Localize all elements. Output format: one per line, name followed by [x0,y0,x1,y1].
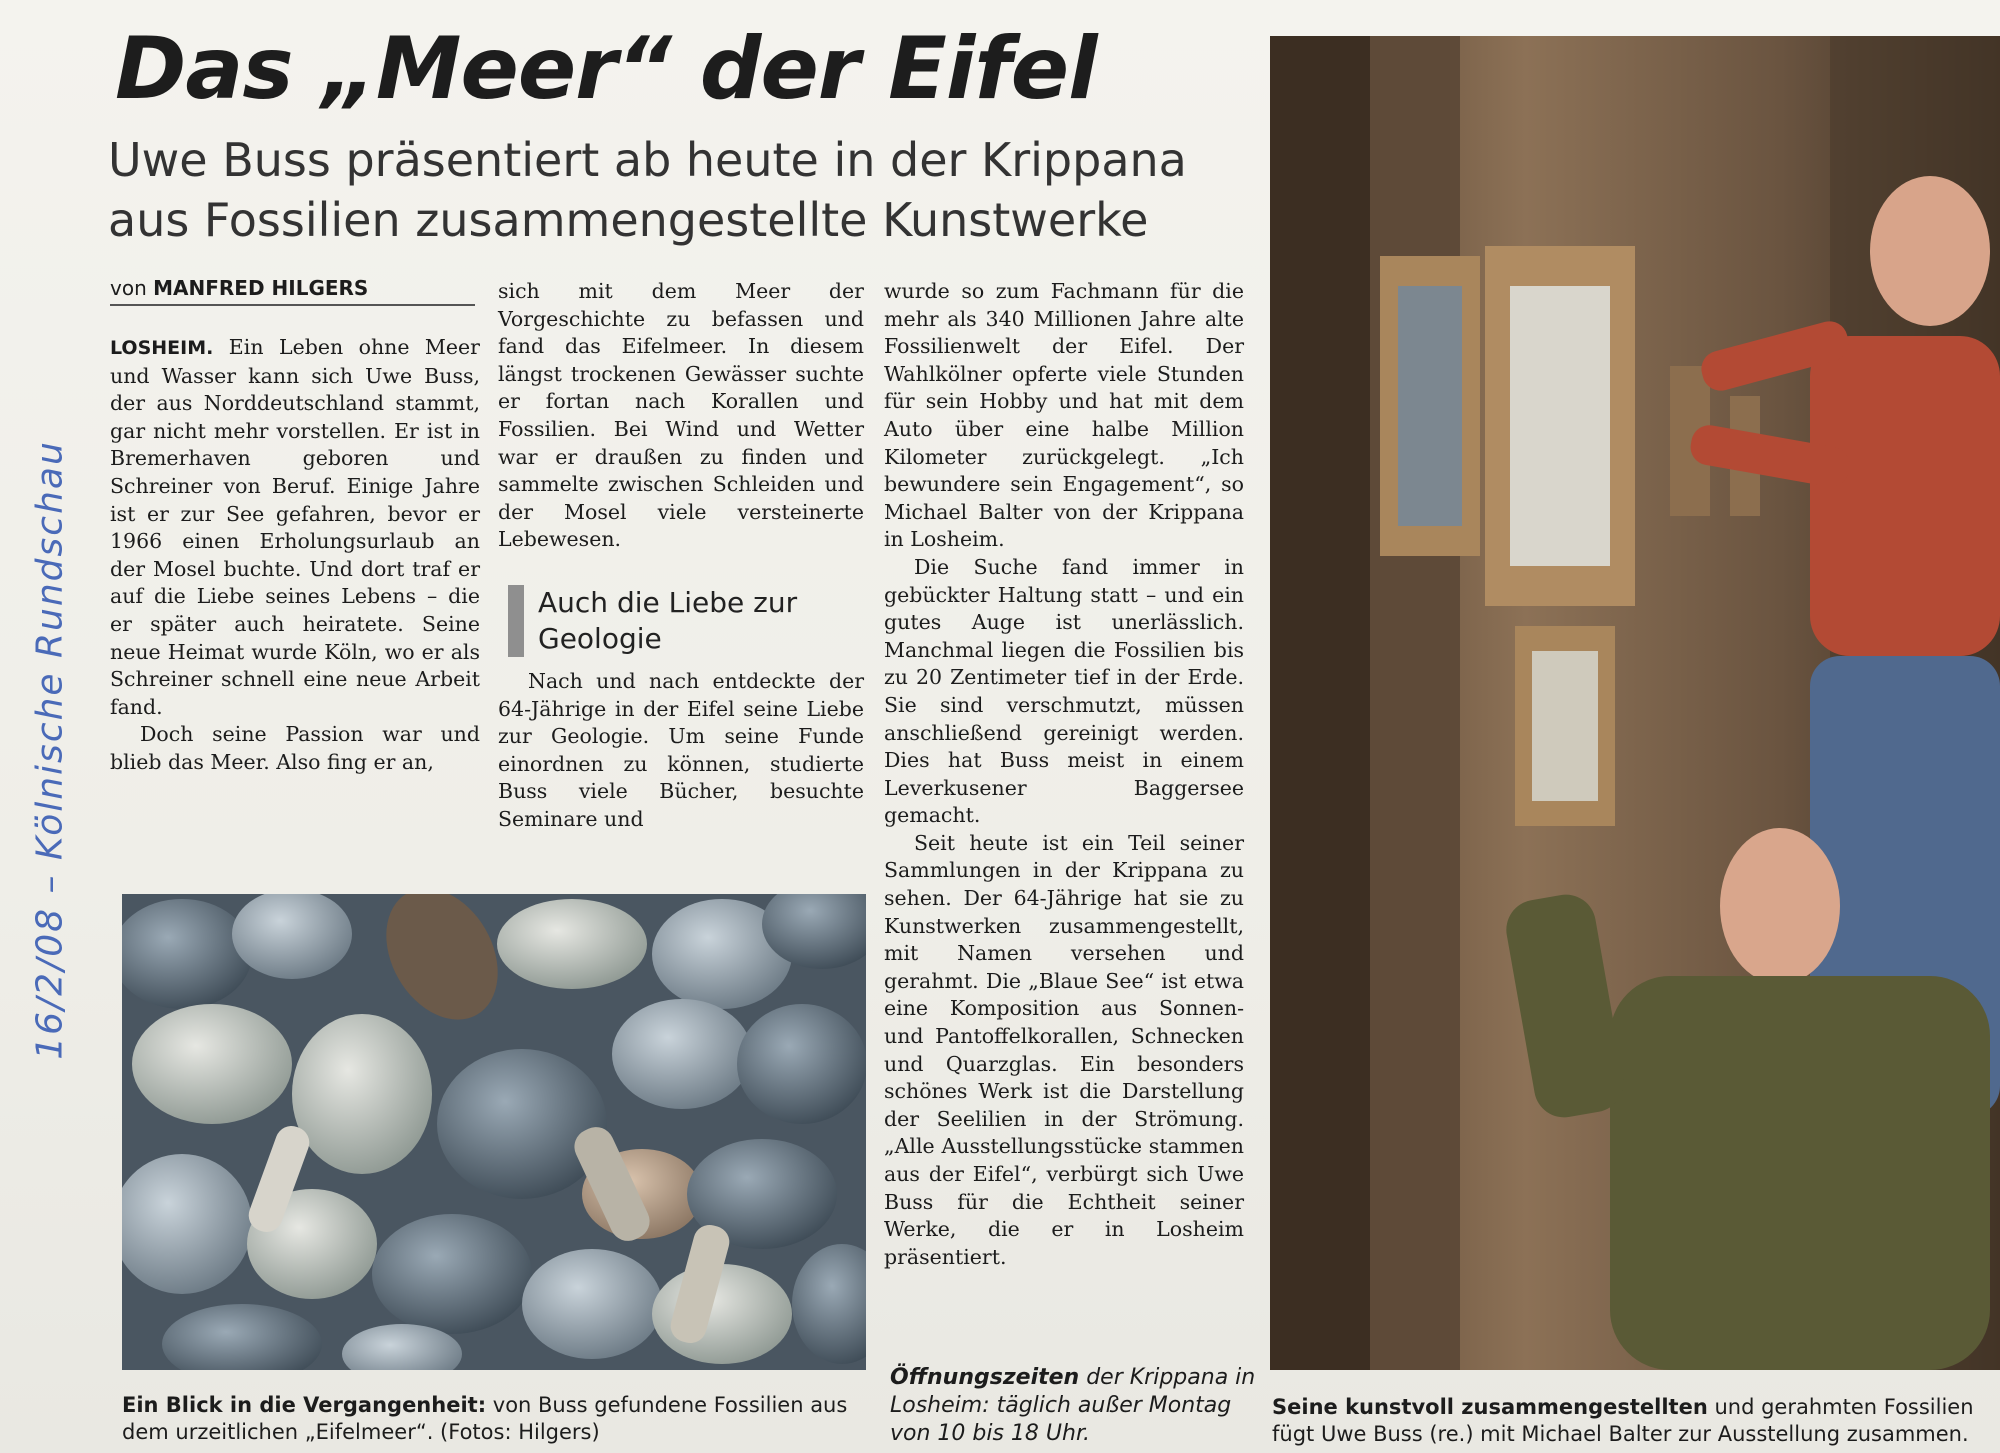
fossils-photo-illustration [122,894,866,1370]
paragraph: Doch seine Passion war und blieb das Meer. Also fing er an, [110,722,480,774]
caption-bold: Öffnungszeiten [890,1365,1080,1390]
article-column-3 [884,278,1244,1271]
caption-opening-hours [890,1364,1260,1448]
article-column-2 [498,278,864,554]
fossils-photo [122,894,866,1370]
paragraph [110,334,480,721]
subheadline-line-2: aus Fossilien zusammengestellte Kunstwerke [108,193,1149,247]
exhibition-photo [1270,36,2000,1370]
paragraph: Die Suche fand immer in gebückter Haltung statt – und ein gutes Auge ist unerlässlich. Manchmal liegen die Fossilien bis zu 20 Zentimeter tief in der Erde. Sie sind verschmutzt, müssen anschließend gereinigt werden. Dies hat Buss meist in einem Leverkusener Baggersee gemacht. [884,554,1244,828]
paragraph: wurde so zum Fachmann für die mehr als 340 Millionen Jahre alte Fossilienwelt der Eifel. Der Wahlkölner opferte viele Stunden für sein Hobby und hat mit dem Auto über eine halbe Million Kilometer zurückgelegt. „Ich bewundere sein Engagement“, so Michael Balter von der Krippana in Losheim. [884,279,1244,552]
byline [110,276,475,306]
caption-text: der Krippana in Losheim: täglich außer Montag von 10 bis 18 Uhr. [890,1365,1256,1446]
handwritten-note-text: 16/2/08 – Kölnische Rundschau [29,440,71,1060]
dateline: LOSHEIM. [110,337,214,359]
byline-prefix: von [110,276,154,300]
caption-text: von Buss gefundene Fossilien aus dem urzeitlichen „Eifelmeer“. (Fotos: Hilgers) [122,1393,848,1444]
caption-bold: Seine kunstvoll zusammengestellten [1272,1395,1708,1419]
paragraph: Nach und nach entdeckte der 64-Jährige in der Eifel seine Liebe zur Geologie. Um seine Funde einordnen zu können, studierte Buss viele Bücher, besuchte Seminare und [498,669,864,831]
section-subtitle: Auch die Liebe zur Geologie [508,585,888,657]
exhibition-photo-illustration [1270,36,2000,1370]
headline: Das „Meer“ der Eifel [115,19,1097,119]
caption-bold: Ein Blick in die Vergangenheit: [122,1393,487,1417]
caption-text: und gerahmten Fossilien fügt Uwe Buss (re.) mit Michael Balter zur Ausstellung zusammen. [1272,1395,1974,1446]
paragraph: Seit heute ist ein Teil seiner Sammlungen in der Krippana zu sehen. Der 64-Jährige hat sie zu Kunstwerken zusammengestellt, mit Namen versehen und gerahmt. Die „Blaue See“ ist etwa eine Komposition aus Sonnen- und Pantoffelkorallen, Schnecken und Quarzglas. Ein besonders schönes Werk ist die Darstellung der Seelilien in der Strömung. „Alle Ausstellungsstücke stammen aus der Eifel“, verbürgt sich Uwe Buss für die Echtheit seiner Werke, die er in Losheim präsentiert. [884,830,1244,1269]
handwritten-note [10,440,90,1060]
article-column-1 [110,334,480,777]
byline-author: MANFRED HILGERS [153,276,369,300]
subheadline [108,130,1238,250]
article-column-2-continued [498,668,864,834]
caption-exhibition [1272,1394,2000,1448]
paragraph: sich mit dem Meer der Vorgeschichte zu befassen und fand das Eifelmeer. In diesem längst trockenen Gewässer suchte er fortan nach Korallen und Fossilien. Bei Wind und Wetter war er draußen zu finden und sammelte zwischen Schleiden und der Mosel viele versteinerte Lebewesen. [498,279,864,552]
paragraph-text: Ein Leben ohne Meer und Wasser kann sich Uwe Buss, der aus Norddeutschland stammt, gar nicht mehr vorstellen. Er ist in Bremerhaven geboren und Schreiner von Beruf. Einige Jahre ist er zur See gefahren, bevor er 1966 einen Erholungsurlaub an der Mosel buchte. Und dort traf er auf die Liebe seines Lebens – die er später auch heiratete. Seine neue Heimat wurde Köln, wo er als Schreiner schnell eine neue Arbeit fand. [110,335,480,719]
caption-fossils [122,1392,882,1446]
subheadline-line-1: Uwe Buss präsentiert ab heute in der Krippana [108,133,1187,187]
